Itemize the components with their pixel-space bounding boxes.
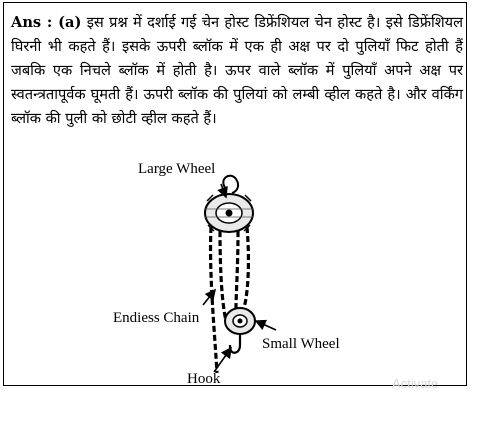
top-hook-icon — [223, 176, 238, 193]
answer-label: Ans : (a) — [11, 14, 82, 31]
bottom-hook-icon — [230, 334, 240, 353]
hook-arrow — [214, 348, 231, 372]
answer-body: इस प्रश्न में दर्शाई गई चेन होस्ट डिफ्रेंशियल चेन होस्ट है। इसे डिफ्रेंशियल घिरनी भी कहते हैं। इसके ऊपरी ब्लॉक में एक ही अक्ष पर दो पुलियाँ फिट होती हैं जबकि एक निचले ब्लॉक में होती है। ऊपर वाले ब्लॉक में पुलियाँ अपने अक्ष पर स्वतन्त्रतापूर्वक घूमती हैं। ऊपरी ब्लॉक की पुलियां को लम्बी व्हील कहते है। और वर्किंग ब्लॉक की पुली को छोटी व्हील कहते हैं। — [11, 14, 464, 127]
chain-hoist-figure — [4, 3, 468, 387]
hook-label: Hook — [187, 371, 221, 387]
answer-box — [3, 2, 467, 386]
small-wheel-arrow — [256, 321, 276, 330]
large-wheel-label: Large Wheel — [138, 161, 216, 177]
lower-block — [225, 308, 255, 334]
endless-chain-label: Endiess Chain — [113, 310, 200, 326]
upper-block — [205, 194, 253, 232]
small-wheel-label: Small Wheel — [262, 336, 340, 352]
activate-watermark: Activate — [392, 376, 439, 391]
